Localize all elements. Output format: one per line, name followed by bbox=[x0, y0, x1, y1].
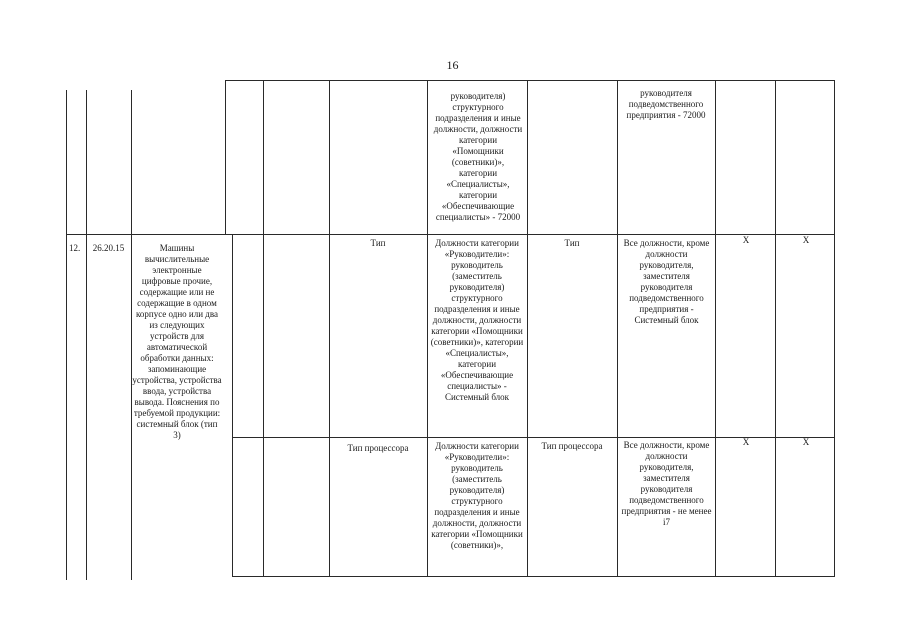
requirement-cell: Должности категории «Руководители»: руководитель (заместитель руководителя) структурного подразделения и иные должности, должности категории «Помощники (советники)», категории «Специалисты», категории «Обеспечивающие специалисты» - Системный блок bbox=[430, 238, 524, 402]
column-divider bbox=[427, 80, 428, 577]
row-separator bbox=[66, 234, 834, 235]
column-divider bbox=[715, 80, 716, 577]
column-divider bbox=[263, 80, 264, 577]
column-divider bbox=[66, 90, 67, 580]
page-number: 16 bbox=[446, 58, 459, 72]
column-divider bbox=[527, 80, 528, 577]
product-name-cell: Машины вычислительные электронные цифровые прочие, содержащие или не содержащие в одном корпусе одно или два из следующих устройств для автоматической обработки данных: запоминающие устройства, устройства ввода, устройства вывода. Пояснения по требуемой продукции: системный блок (тип 3) bbox=[132, 243, 222, 440]
table-border-bottom bbox=[232, 576, 834, 577]
requirement-cell: руководителя) структурного подразделения и иные должности, должности категории «Помощники (советники)», категории «Специалисты», категории «Обеспечивающие специалисты» - 72000 bbox=[433, 91, 523, 222]
column-divider bbox=[225, 80, 226, 235]
subordinate-cell: Все должности, кроме должности руководителя, заместителя руководителя подведомственного предприятия - Системный блок bbox=[623, 238, 710, 325]
column-divider bbox=[775, 80, 776, 577]
column-divider bbox=[617, 80, 618, 577]
subordinate-cell: руководителя подведомственного предприятия - 72000 bbox=[626, 88, 706, 120]
x-mark: X bbox=[802, 437, 810, 447]
column-divider bbox=[86, 90, 87, 580]
x-mark: X bbox=[742, 235, 750, 245]
column-divider bbox=[232, 234, 233, 577]
requirement-cell: Должности категории «Руководители»: руководитель (заместитель руководителя) структурного подразделения и иные должности, должности категории «Помощники (советники)», bbox=[431, 441, 523, 550]
subordinate-cell: Все должности, кроме должности руководителя, заместителя руководителя подведомственного предприятия - не менее i7 bbox=[621, 440, 712, 527]
column-divider bbox=[834, 80, 835, 577]
characteristic-cell: Тип bbox=[370, 238, 386, 248]
characteristic-cell: Тип процессора bbox=[541, 441, 603, 451]
characteristic-cell: Тип процессора bbox=[347, 443, 409, 453]
table-border-top bbox=[225, 80, 834, 81]
column-divider bbox=[329, 80, 330, 577]
characteristic-cell: Тип bbox=[564, 238, 580, 248]
x-mark: X bbox=[802, 235, 810, 245]
row-number: 12. bbox=[69, 243, 81, 253]
x-mark: X bbox=[742, 437, 750, 447]
okpd-code: 26.20.15 bbox=[92, 243, 125, 253]
